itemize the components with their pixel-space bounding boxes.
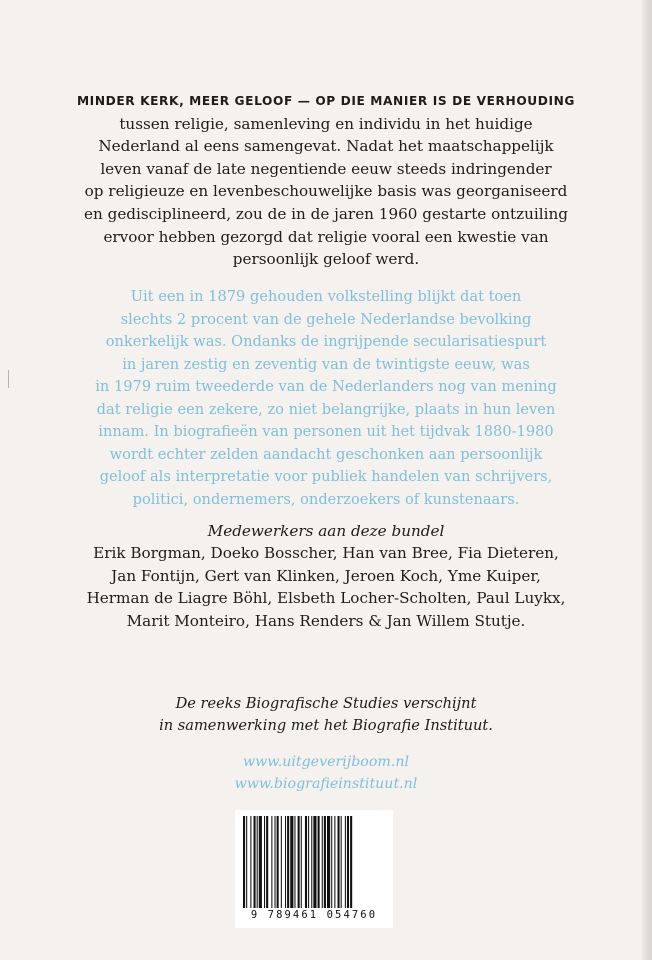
contributors-line: Marit Monteiro, Hans Renders & Jan Willem Stutje. — [126, 611, 526, 630]
barcode-bar — [257, 816, 258, 908]
barcode-bar — [347, 816, 349, 908]
barcode-bar — [345, 816, 346, 908]
paragraph-line: dat religie een zekere, zo niet belangrijke, plaats in hun leven — [96, 400, 556, 418]
institute-link[interactable]: www.biografieinstituut.nl — [234, 776, 418, 792]
barcode-bar — [334, 816, 335, 908]
barcode-bar — [338, 816, 340, 908]
barcode-bar — [301, 816, 302, 908]
isbn-barcode — [235, 810, 393, 928]
intro-line: Nederland al eens samengevat. Nadat het maatschappelijk — [98, 137, 554, 156]
paragraph-line: in jaren zestig en zeventig van de twintigste eeuw, was — [122, 355, 530, 373]
website-links — [0, 751, 652, 795]
barcode-bar — [246, 816, 247, 908]
barcode-bar — [318, 816, 320, 908]
intro-line: op religieuze en levenbeschouwelijke basis was georganiseerd — [84, 182, 568, 201]
contributors-line: Herman de Liagre Böhl, Elsbeth Locher-Scholten, Paul Luykx, — [86, 589, 566, 608]
barcode-bar — [243, 816, 245, 908]
series-note-line: De reeks Biografische Studies verschijnt — [175, 695, 477, 712]
barcode-bar — [313, 816, 316, 908]
barcode-bar — [308, 816, 309, 908]
barcode-bar — [341, 816, 342, 908]
barcode-bar — [311, 816, 312, 908]
contributors-heading: Medewerkers aan deze bundel — [207, 522, 445, 540]
barcode-bar — [294, 816, 295, 908]
barcode-bar — [324, 816, 326, 908]
barcode-bar — [350, 816, 352, 908]
barcode-bar — [264, 816, 265, 908]
barcode-bar — [285, 816, 286, 908]
intro-line: persoonlijk geloof werd. — [232, 250, 420, 269]
intro-lead: MINDER KERK, MEER GELOOF — OP DIE MANIER IS DE VERHOUDING — [76, 94, 576, 108]
barcode-bars — [241, 816, 387, 908]
barcode-bar — [254, 816, 256, 908]
intro-line: en gedisciplineerd, zou de in de jaren 1960 gestarte ontzuiling — [84, 204, 568, 223]
barcode-bar — [290, 816, 293, 908]
series-note-line: in samenwerking met het Biografie Instituut. — [159, 717, 493, 734]
contributors — [0, 520, 652, 632]
barcode-bar — [287, 816, 289, 908]
isbn-number: 9 789461 054760 — [250, 909, 378, 921]
contributors-line: Jan Fontijn, Gert van Klinken, Jeroen Koch, Yme Kuiper, — [111, 566, 541, 585]
barcode-bar — [298, 816, 300, 908]
series-note — [0, 693, 652, 737]
publisher-link[interactable]: www.uitgeverijboom.nl — [242, 754, 410, 770]
intro-line: ervoor hebben gezorgd dat religie vooral een kwestie van — [103, 227, 549, 246]
barcode-bar — [281, 816, 282, 908]
paragraph-line: geloof als interpretatie voor publiek handelen van schrijvers, — [99, 468, 553, 485]
second-paragraph — [0, 286, 652, 511]
barcode-bar — [305, 816, 307, 908]
paragraph-line: in 1979 ruim tweederde van de Nederlanders nog van mening — [95, 378, 557, 395]
barcode-bar — [327, 816, 330, 908]
paragraph-line: politici, ondernemers, onderzoekers of kunstenaars. — [132, 490, 520, 508]
barcode-bar — [259, 816, 262, 908]
barcode-bar — [271, 816, 272, 908]
paragraph-line: slechts 2 procent van de gehele Nederlandse bevolking — [120, 310, 532, 328]
barcode-bar — [331, 816, 332, 908]
paragraph-line: innam. In biografieën van personen uit het tijdvak 1880-1980 — [98, 423, 554, 440]
contributors-line: Erik Borgman, Doeko Bosscher, Han van Bree, Fia Dieteren, — [93, 544, 559, 563]
intro-paragraph — [0, 90, 652, 271]
barcode-bar — [275, 816, 276, 908]
paragraph-line: onkerkelijk was. Ondanks de ingrijpende secularisatiespurt — [105, 333, 547, 350]
barcode-bar — [266, 816, 268, 908]
barcode-bar — [322, 816, 323, 908]
intro-line: tussen religie, samenleving en individu in het huidige — [119, 114, 533, 133]
barcode-bar — [250, 816, 251, 908]
paragraph-line: Uit een in 1879 gehouden volkstelling blijkt dat toen — [130, 288, 522, 305]
paragraph-line: wordt echter zelden aandacht geschonken aan persoonlijk — [109, 445, 543, 463]
barcode-bar — [277, 816, 279, 908]
intro-line: leven vanaf de late negentiende eeuw steeds indringender — [100, 159, 552, 178]
